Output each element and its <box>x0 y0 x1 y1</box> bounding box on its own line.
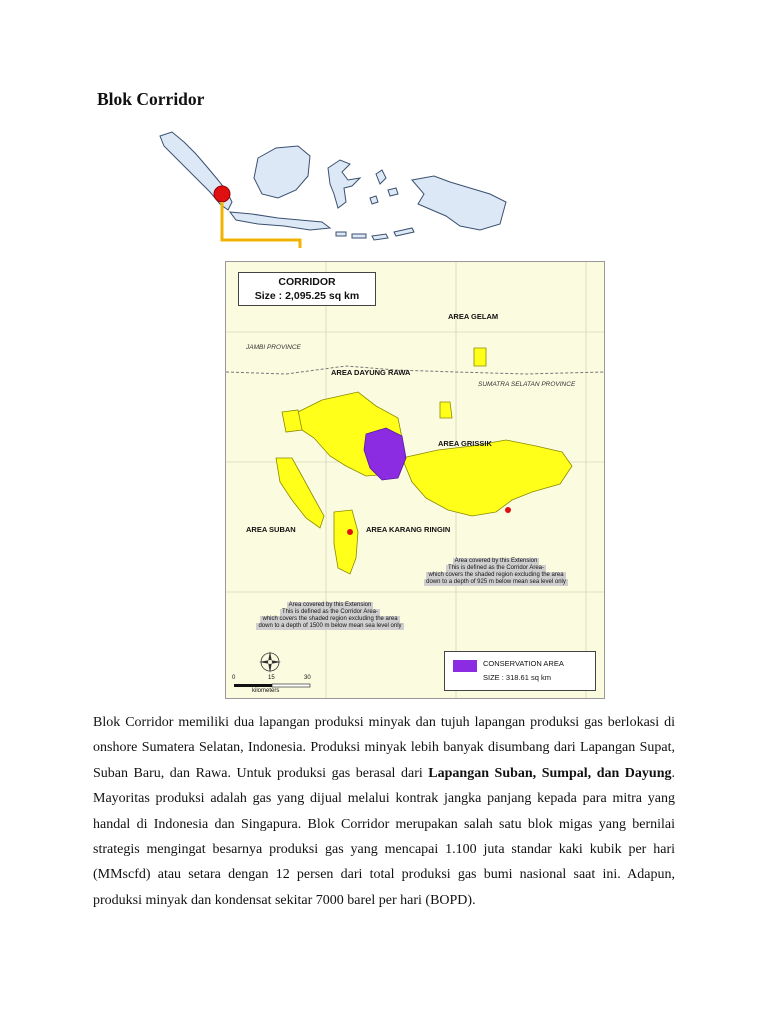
area-label-suban: AREA SUBAN <box>246 525 296 534</box>
info-box-title: CORRIDOR <box>278 276 336 288</box>
java-island <box>230 212 330 230</box>
page-title: Blok Corridor <box>97 89 205 109</box>
well-marker <box>505 507 511 513</box>
block-map-drawing <box>226 262 604 698</box>
area-label-grissik: AREA GRISSIK <box>438 439 492 448</box>
block-area-grissik-north <box>440 402 452 418</box>
area-label-gelam: AREA GELAM <box>448 312 499 321</box>
borneo-island <box>254 146 310 198</box>
sulawesi-island <box>328 160 360 208</box>
corridor-info-box <box>238 272 376 306</box>
scale-tick-30: 30 <box>304 675 311 681</box>
block-area-grissik <box>402 440 572 516</box>
corridor-location-marker <box>214 186 230 202</box>
scale-unit: kilometers <box>252 688 280 694</box>
block-area-karang-ringin <box>334 510 358 574</box>
area-label-karang-ringin: AREA KARANG RINGIN <box>366 525 451 534</box>
province-label-jambi: JAMBI PROVINCE <box>246 344 301 351</box>
papua-island <box>412 176 506 230</box>
province-label-sumsel: SUMATRA SELATAN PROVINCE <box>478 381 576 388</box>
legend-size: SIZE : 318.61 sq km <box>483 673 551 682</box>
bold-fields: Lapangan Suban, Sumpal, dan Dayung <box>428 765 672 781</box>
body-paragraph: Blok Corridor memiliki dua lapangan produksi minyak dan tujuh lapangan produksi gas berlokasi di onshore Sumatera Selatan, Indonesia. Produksi minyak lebih banyak disumbang dari Lapangan Supat, Suban Baru, dan Rawa. Untuk produksi gas berasal dari Lapangan Suban, Sumpal, dan Dayung. Mayoritas produksi adalah gas yang dijual melalui kontrak jangka panjang kepada para mitra yang handal di Indonesia dan Singapura. Blok Corridor merupakan salah satu blok migas yang bernilai strategis mengingat besarnya produksi gas yang mencapai 1.100 juta standar kaki kubik per hari (MMscfd) atau setara dengan 12 persen dari total produksi gas bumi nasional saat ini. Adapun, produksi minyak dan kondensat sekitar 7000 barel per hari (BOPD). <box>93 715 675 908</box>
block-area-west <box>282 410 302 432</box>
compass-rose <box>259 651 281 673</box>
info-box-size: Size : 2,095.25 sq km <box>254 290 360 302</box>
corridor-block-map <box>225 261 605 699</box>
note-east-extension: Area covered by this Extension This is defined as the Corridor Area- which covers the shaded region excluding the area down to a depth of 925 m below mean sea level only <box>426 558 566 585</box>
legend-title: CONSERVATION AREA <box>483 659 564 668</box>
scale-tick-15: 15 <box>268 675 275 681</box>
block-area-suban <box>276 458 324 528</box>
conservation-legend-swatch <box>453 660 477 672</box>
scale-bar <box>234 684 310 687</box>
well-marker <box>347 529 353 535</box>
province-boundary <box>226 366 604 374</box>
conservation-legend <box>444 651 596 691</box>
block-area-gelam <box>474 348 486 366</box>
note-west-extension: Area covered by this Extension This is defined as the Corridor Area- which covers the shaded region excluding the area down to a depth of 1500 m below mean sea level only <box>258 602 402 629</box>
indonesia-overview-map <box>150 128 550 248</box>
maluku-islands <box>370 170 398 204</box>
scale-tick-0: 0 <box>232 675 236 681</box>
area-label-dayung-rawa: AREA DAYUNG RAWA <box>331 368 411 377</box>
nusa-tenggara-islands <box>336 228 414 240</box>
